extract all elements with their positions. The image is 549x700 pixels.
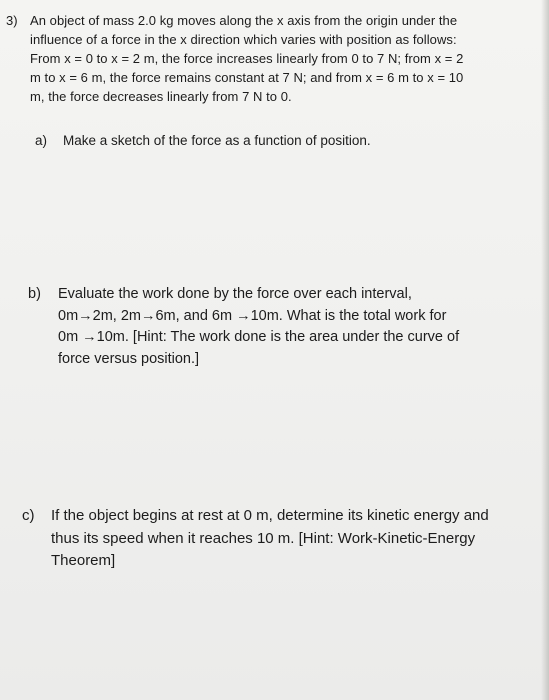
question-line: An object of mass 2.0 kg moves along the x axis from the origin under the <box>30 13 458 28</box>
question-number: 3) <box>6 13 18 28</box>
question-statement <box>30 11 520 106</box>
part-c-line: If the object begins at rest at 0 m, determine its kinetic energy and <box>51 507 489 524</box>
part-b-text <box>58 284 538 370</box>
part-c-label: c) <box>22 507 35 524</box>
part-c-line: Theorem] <box>51 552 116 569</box>
question-line: From x = 0 to x = 2 m, the force increases linearly from 0 to 7 N; from x = 2 <box>30 51 464 66</box>
question-line: influence of a force in the x direction which varies with position as follows: <box>30 32 457 47</box>
part-b-line: 0m→2m, 2m→6m, and 6m →10m. What is the total work for <box>58 307 447 324</box>
question-line: m to x = 6 m, the force remains constant at 7 N; and from x = 6 m to x = 10 <box>30 70 464 85</box>
part-b-line: 0m →10m. [Hint: The work done is the area under the curve of <box>58 329 460 345</box>
part-a-text <box>63 131 463 150</box>
part-b-line: force versus position.] <box>58 350 200 367</box>
page-edge-shadow <box>541 0 549 700</box>
part-a-label: a) <box>35 133 48 148</box>
question-line: m, the force decreases linearly from 7 N to 0. <box>30 89 292 104</box>
part-c-text <box>51 505 531 573</box>
part-b-line: Evaluate the work done by the force over each interval, <box>58 286 412 302</box>
part-c-line: thus its speed when it reaches 10 m. [Hint: Work-Kinetic-Energy <box>51 529 476 547</box>
part-b-label: b) <box>28 286 41 302</box>
part-a-line: Make a sketch of the force as a function of position. <box>63 133 371 148</box>
